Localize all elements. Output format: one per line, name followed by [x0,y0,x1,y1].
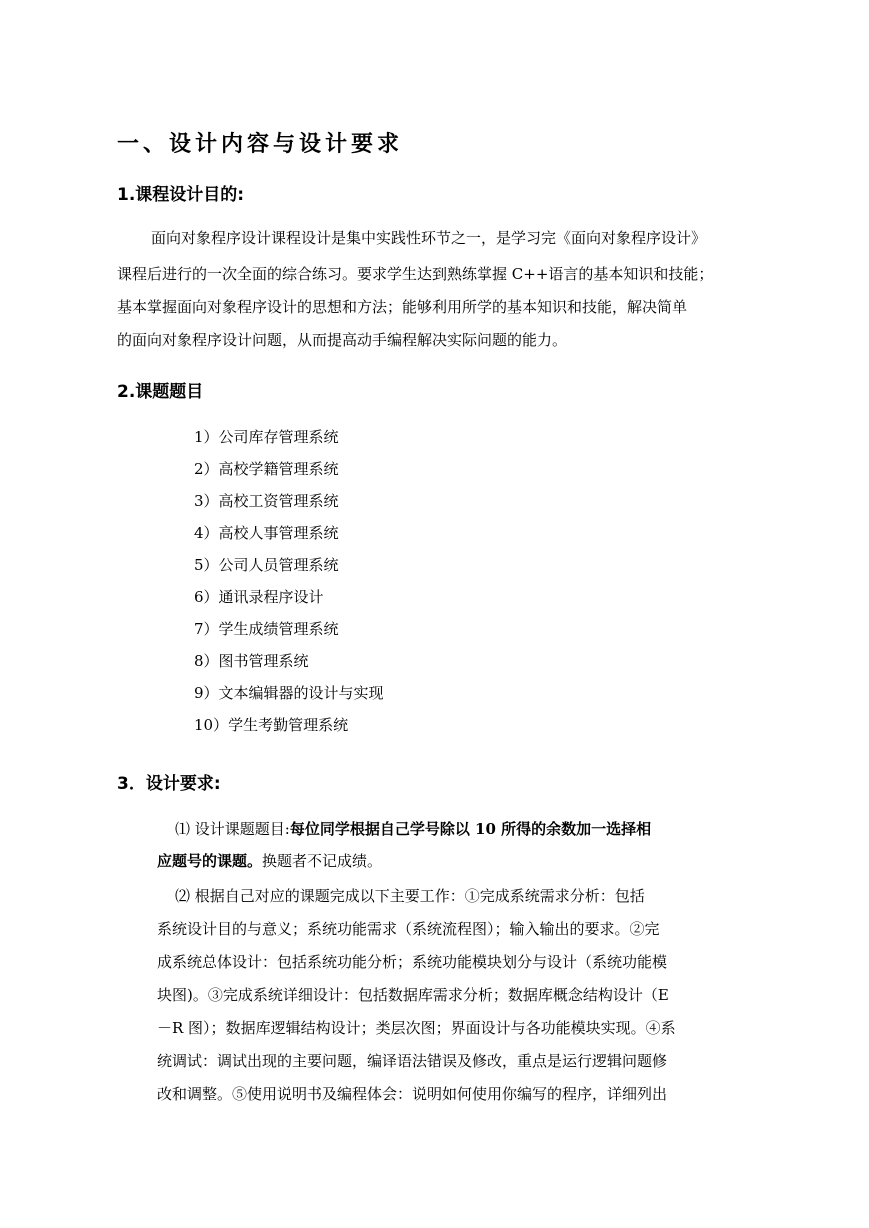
requirement-2-line: 块图)。③完成系统详细设计：包括数据库需求分析；数据库概念结构设计（E [157,986,669,1004]
topic-item: 3）高校工资管理系统 [194,492,339,510]
heading-design-requirements: 3．设计要求: [117,774,221,794]
requirement-1-tail: 换题者不记成绩。 [262,852,383,870]
requirement-2-line: 系统设计目的与意义；系统功能需求（系统流程图）；输入输出的要求。②完 [157,920,660,938]
topic-item: 1）公司库存管理系统 [194,428,339,446]
requirement-1-bold-b: 应题号的课题。 [157,852,263,870]
topic-item: 5）公司人员管理系统 [194,556,339,574]
section-title: 一、设计内容与设计要求 [117,132,404,157]
purpose-line: 课程后进行的一次全面的综合练习。要求学生达到熟练掌握 C++语言的基本知识和技能； [117,265,714,283]
requirement-2-line: 统调试：调试出现的主要问题，编译语法错误及修改，重点是运行逻辑问题修 [157,1052,668,1070]
requirement-1-prefix: ⑴ 设计课题题目: [175,820,290,838]
topic-item: 10）学生考勤管理系统 [194,716,349,734]
topic-item: 8）图书管理系统 [194,652,309,670]
heading-course-purpose: 1.课程设计目的: [117,185,245,205]
requirement-2-line: 改和调整。⑤使用说明书及编程体会：说明如何使用你编写的程序，详细列出 [157,1085,668,1103]
requirement-1-line [157,850,382,872]
purpose-line: 基本掌握面向对象程序设计的思想和方法；能够利用所学的基本知识和技能，解决简单 [117,298,688,316]
requirement-2-line: 成系统总体设计：包括系统功能分析；系统功能模块划分与设计（系统功能模 [157,953,668,971]
topic-item: 2）高校学籍管理系统 [194,460,339,478]
topic-item: 7）学生成绩管理系统 [194,620,339,638]
heading-topics: 2.课题题目 [117,382,204,402]
requirement-1-bold-a: 每位同学根据自己学号除以 10 所得的余数加一选择相 [289,820,652,838]
topic-item: 9）文本编辑器的设计与实现 [194,684,384,702]
requirement-2-line: －R 图）；数据库逻辑结构设计；类层次图；界面设计与各功能模块实现。④系 [157,1019,676,1037]
requirement-1-line [175,818,651,840]
purpose-line: 的面向对象程序设计问题，从而提高动手编程解决实际问题的能力。 [117,331,568,349]
requirement-2-line: ⑵ 根据自己对应的课题完成以下主要工作：①完成系统需求分析：包括 [175,887,645,905]
purpose-line: 面向对象程序设计课程设计是集中实践性环节之一，是学习完《面向对象程序设计》 [151,229,707,247]
topic-item: 4）高校人事管理系统 [194,524,339,542]
topic-item: 6）通讯录程序设计 [194,588,324,606]
